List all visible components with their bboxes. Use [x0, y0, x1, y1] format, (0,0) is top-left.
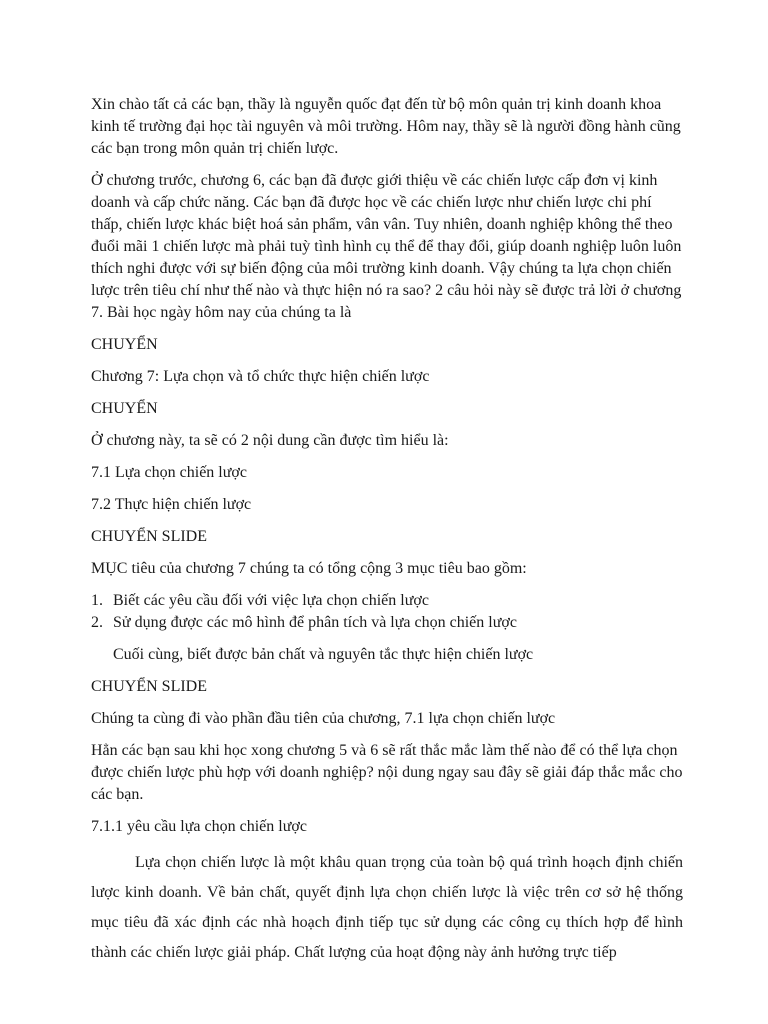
transition-note-1: CHUYỂN [91, 336, 158, 353]
body-paragraph: Lựa chọn chiến lược là một khâu quan trọng của toàn bộ quá trình hoạch định chiến lược kinh doanh. Về bản chất, quyết định lựa chọn chiến lược là việc trên cơ sở hệ thống mục tiêu đã xác định các nhà hoạch định tiếp tục sử dụng các công cụ thích hợp để hình thành các chiến lược giải pháp. Chất lượng của hoạt động này ảnh hưởng trực tiếp [91, 854, 683, 961]
list-item [91, 612, 683, 634]
first-part-intro: Chúng ta cùng đi vào phần đầu tiên của chương, 7.1 lựa chọn chiến lược [91, 710, 556, 727]
goals-list [91, 590, 683, 634]
transition-note-3: CHUYỂN SLIDE [91, 528, 207, 545]
list-item [91, 590, 683, 612]
section-7-2: 7.2 Thực hiện chiến lược [91, 496, 252, 513]
section-7-1: 7.1 Lựa chọn chiến lược [91, 464, 247, 481]
list-item-text: Biết các yêu cầu đối với việc lựa chọn chiến lược [113, 592, 429, 609]
intro-paragraph: Xin chào tất cả các bạn, thầy là nguyễn quốc đạt đến từ bộ môn quản trị kinh doanh khoa kinh tế trường đại học tài nguyên và môi trường. Hôm nay, thầy sẽ là người đồng hành cũng các bạn trong môn quản trị chiến lược. [91, 96, 681, 157]
transition-note-2: CHUYỂN [91, 400, 158, 417]
previous-chapter-paragraph: Ở chương trước, chương 6, các bạn đã được giới thiệu về các chiến lược cấp đơn vị kinh doanh và cấp chức năng. Các bạn đã được học về các chiến lược như chiến lược chi phí thấp, chiến lược khác biệt hoá sản phẩm, vân vân. Tuy nhiên, doanh nghiệp không thể theo đuổi mãi 1 chiến lược mà phải tuỳ tình hình cụ thể để thay đổi, giúp doanh nghiệp luôn luôn thích nghi được với sự biến động của môi trường kinh doanh. Vậy chúng ta lựa chọn chiến lược trên tiêu chí như thế nào và thực hiện nó ra sao? 2 câu hỏi này sẽ được trả lời ở chương 7. Bài học ngày hôm nay của chúng ta là [91, 172, 682, 321]
document-page [91, 94, 683, 968]
list-item-number: 1. [91, 592, 103, 609]
final-goal: Cuối cùng, biết được bản chất và nguyên tắc thực hiện chiến lược [113, 646, 534, 663]
list-item-text: Sử dụng được các mô hình để phân tích và lựa chọn chiến lược [113, 614, 517, 631]
question-paragraph: Hẳn các bạn sau khi học xong chương 5 và 6 sẽ rất thắc mắc làm thế nào để có thể lựa chọn được chiến lược phù hợp với doanh nghiệp? nội dung ngay sau đây sẽ giải đáp thắc mắc cho các bạn. [91, 742, 683, 803]
subsection-heading: 7.1.1 yêu cầu lựa chọn chiến lược [91, 818, 307, 835]
goals-intro: MỤC tiêu của chương 7 chúng ta có tổng cộng 3 mục tiêu bao gồm: [91, 560, 527, 577]
content-intro: Ở chương này, ta sẽ có 2 nội dung cần được tìm hiểu là: [91, 432, 449, 449]
chapter-title: Chương 7: Lựa chọn và tổ chức thực hiện chiến lược [91, 368, 430, 385]
list-item-number: 2. [91, 614, 103, 631]
transition-note-4: CHUYỂN SLIDE [91, 678, 207, 695]
